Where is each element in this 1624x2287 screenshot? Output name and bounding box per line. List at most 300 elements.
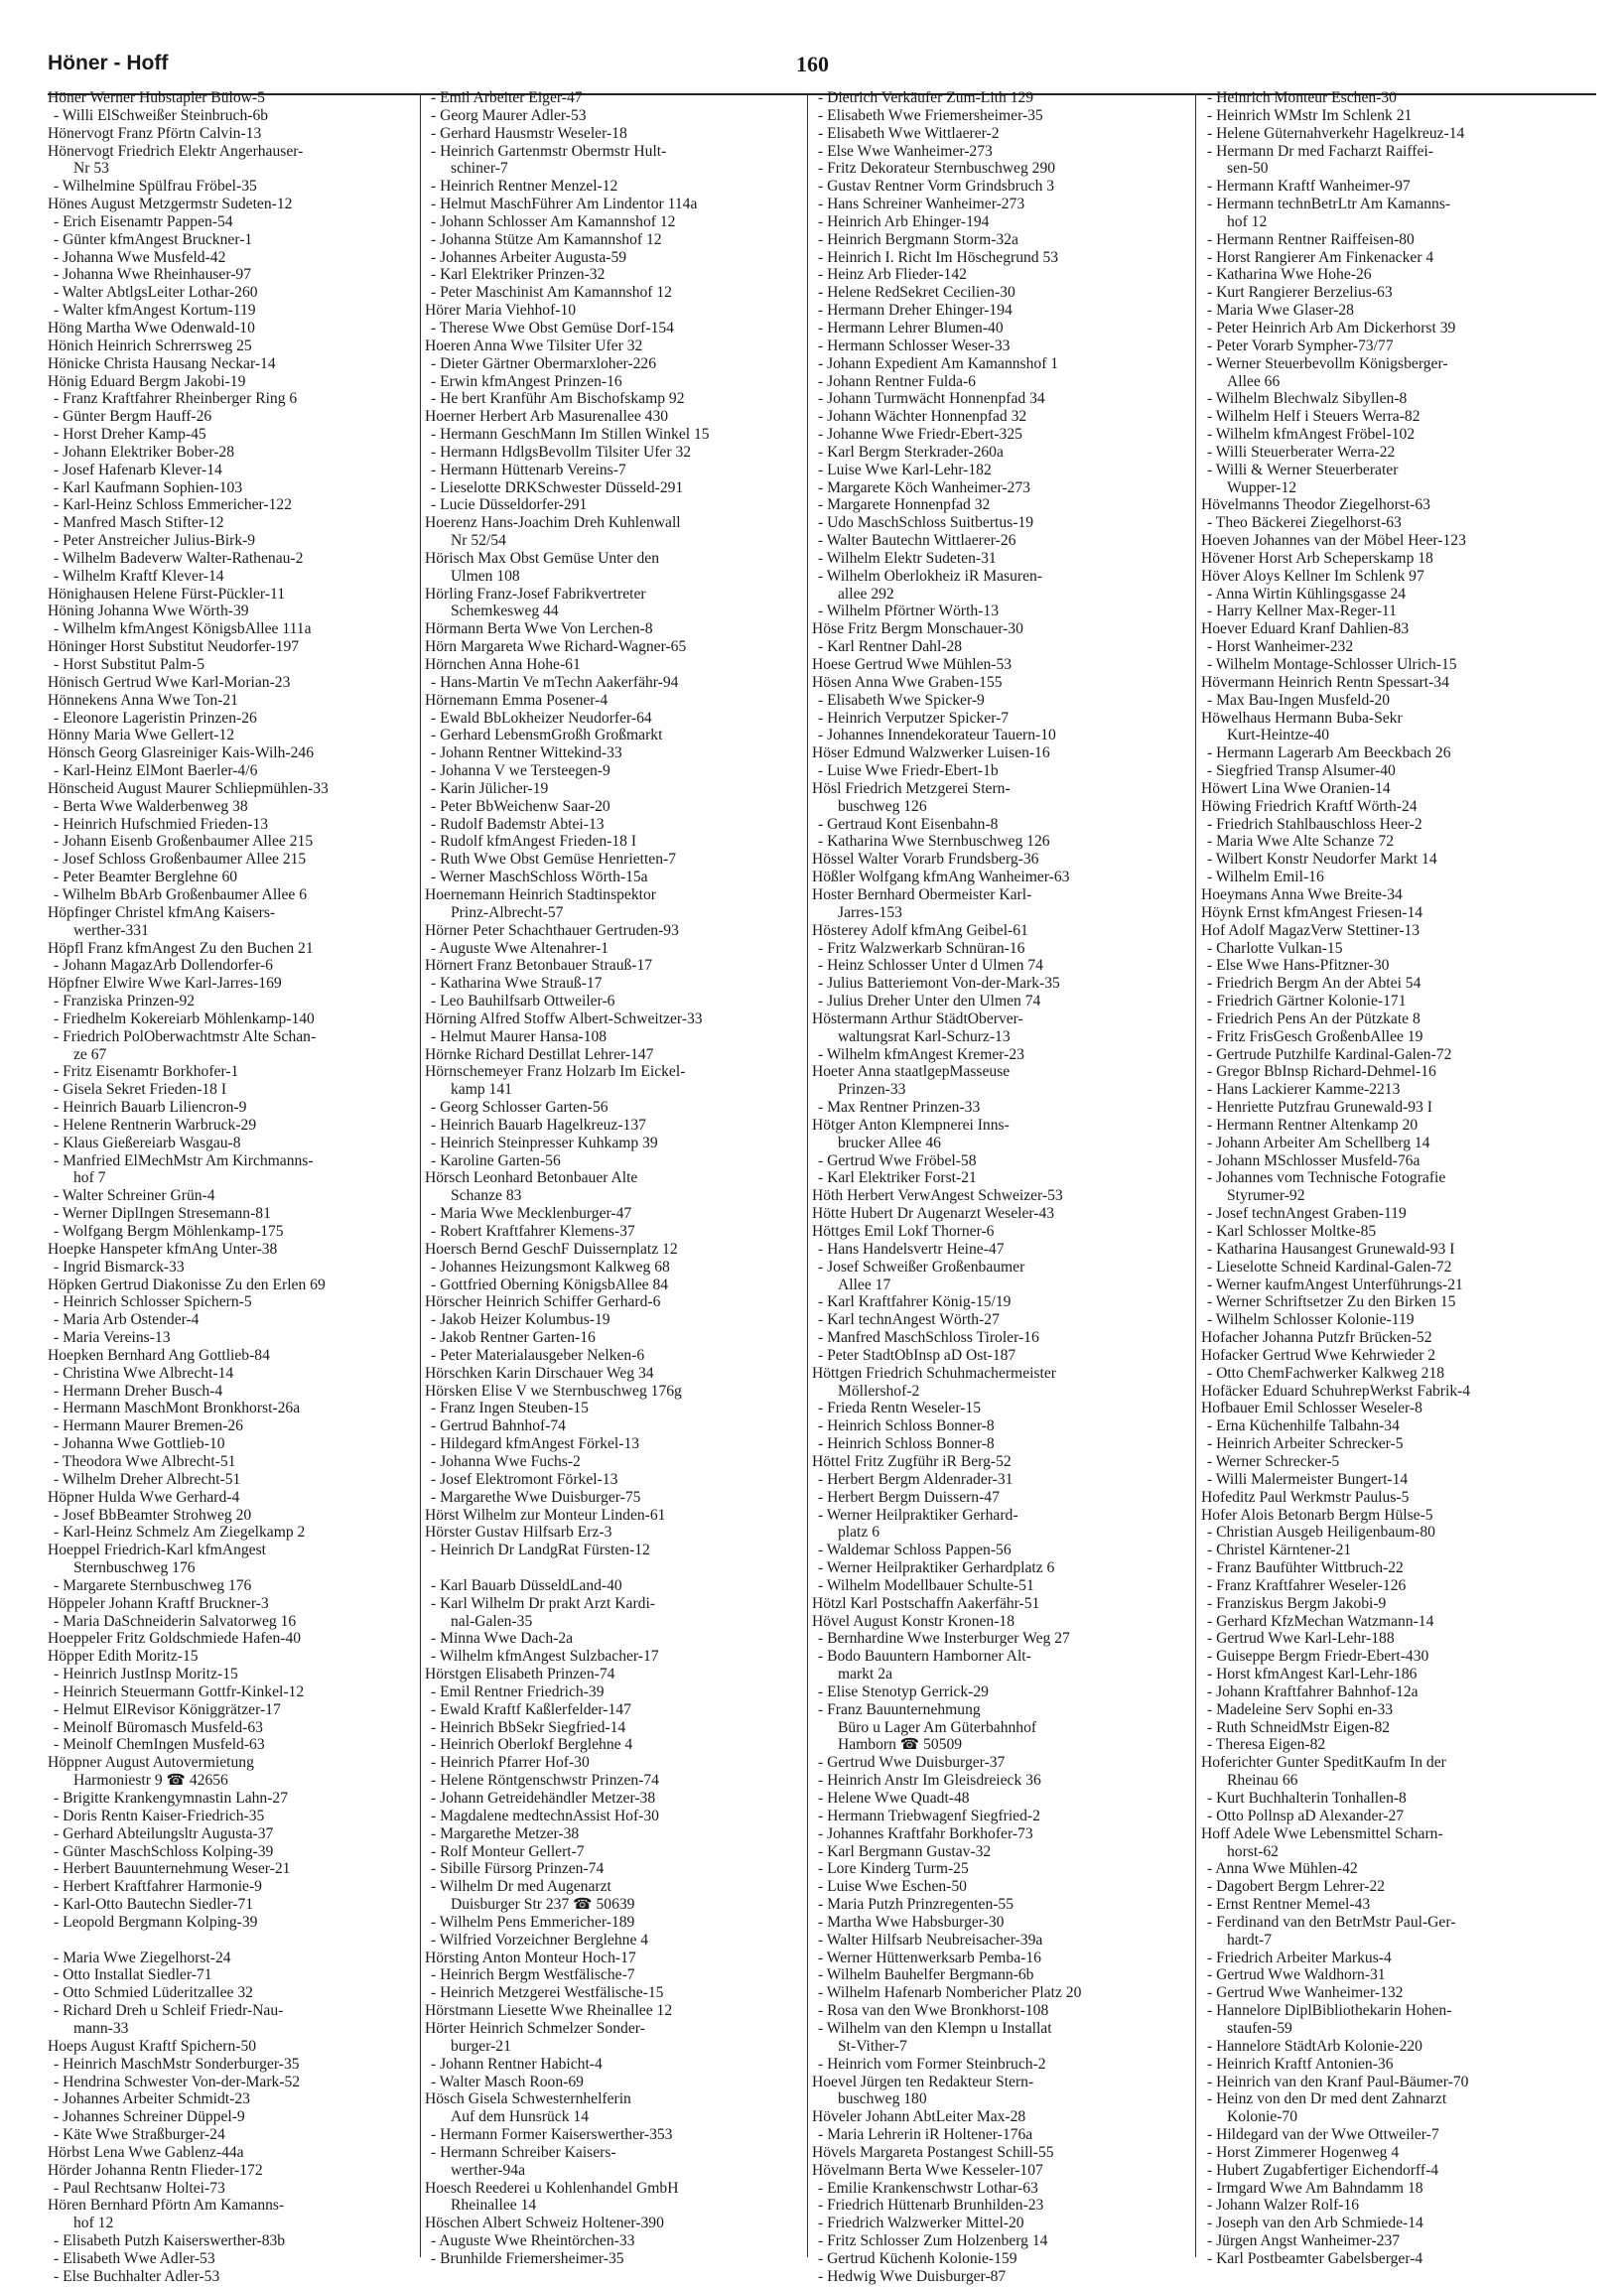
directory-entry: - Herbert Kraftfahrer Harmonie-9 bbox=[54, 1878, 262, 1896]
directory-entry: - Meinolf ChemIngen Musfeld-63 bbox=[54, 1736, 265, 1754]
directory-entry: - Max Rentner Prinzen-33 bbox=[818, 1099, 981, 1117]
directory-entry: - Franz Bauunternehmung bbox=[818, 1700, 981, 1718]
directory-entry: - Friedrich Arbeiter Markus-4 bbox=[1207, 1949, 1392, 1966]
directory-entry: Hörnert Franz Betonbauer Strauß-17 bbox=[425, 957, 653, 975]
directory-entry: - Johanna V we Tersteegen-9 bbox=[431, 762, 610, 780]
directory-entry: Höpken Gertrud Diakonisse Zu den Erlen 69 bbox=[48, 1276, 326, 1293]
directory-entry: Hoepken Bernhard Ang Gottlieb-84 bbox=[48, 1346, 270, 1364]
directory-entry: Höninger Horst Substitut Neudorfer-197 bbox=[48, 638, 300, 656]
directory-entry: - Werner Schriftsetzer Zu den Birken 15 bbox=[1207, 1293, 1456, 1311]
column-divider bbox=[807, 93, 808, 2257]
directory-entry: - Heinrich Bauarb Hagelkreuz-137 bbox=[431, 1116, 646, 1134]
directory-entry: Nr 52/54 bbox=[451, 532, 506, 550]
directory-entry: - Leopold Bergmann Kolping-39 bbox=[54, 1913, 258, 1931]
directory-entry: - Ernst Rentner Memel-43 bbox=[1207, 1896, 1371, 1914]
directory-entry: - Karl Bergm Sterkrader-260a bbox=[818, 443, 1004, 461]
directory-entry: - Luise Wwe Karl-Lehr-182 bbox=[818, 461, 992, 478]
directory-entry: - Peter Heinrich Arb Am Dickerhorst 39 bbox=[1207, 319, 1456, 336]
directory-entry: - Gertrud Wwe Duisburger-37 bbox=[818, 1754, 1006, 1772]
directory-entry: Büro u Lager Am Güterbahnhof bbox=[838, 1718, 1037, 1736]
directory-entry: Hönscheid August Maurer Schliepmühlen-33 bbox=[48, 779, 329, 797]
column-3 bbox=[812, 89, 1184, 2285]
directory-entry: horst-62 bbox=[1227, 1842, 1279, 1860]
directory-entry: - Heinrich vom Former Steinbruch-2 bbox=[818, 2055, 1046, 2073]
directory-entry: Schemkesweg 44 bbox=[451, 603, 559, 620]
directory-entry: - Otto Installat Siedler-71 bbox=[54, 1966, 212, 1984]
directory-entry: - Johann Kraftfahrer Bahnhof-12a bbox=[1207, 1682, 1419, 1700]
directory-entry: - Günter kfmAngest Bruckner-1 bbox=[54, 230, 253, 248]
directory-entry: Hönnekens Anna Wwe Ton-21 bbox=[48, 691, 238, 709]
directory-entry: - Elisabeth Putzh Kaiserswerther-83b bbox=[54, 2232, 286, 2250]
directory-entry: - Minna Wwe Dach-2a bbox=[431, 1630, 574, 1648]
directory-entry: Rheinau 66 bbox=[1227, 1772, 1298, 1790]
directory-entry: - Maria Putzh Prinzregenten-55 bbox=[818, 1896, 1015, 1914]
directory-entry: Hörmann Berta Wwe Von Lerchen-8 bbox=[425, 620, 653, 638]
directory-entry: - Margarete Honnenpfad 32 bbox=[818, 496, 991, 514]
directory-entry: - Heinz von den Dr med dent Zahnarzt bbox=[1207, 2090, 1447, 2108]
directory-entry: - Karl-Heinz Schmelz Am Ziegelkamp 2 bbox=[54, 1524, 306, 1542]
directory-entry: - Heinrich JustInsp Moritz-15 bbox=[54, 1666, 238, 1683]
directory-entry: - Ruth Wwe Obst Gemüse Henrietten-7 bbox=[431, 851, 676, 869]
directory-entry: Hoersch Bernd GeschF Duissernplatz 12 bbox=[425, 1240, 678, 1258]
directory-entry: - Wilhelm Emil-16 bbox=[1207, 869, 1324, 886]
directory-entry: Höse Fritz Bergm Monschauer-30 bbox=[812, 620, 1023, 638]
directory-entry: - Karl technAngest Wörth-27 bbox=[818, 1311, 1000, 1329]
directory-entry: - Franz Kraftfahrer Weseler-126 bbox=[1207, 1576, 1407, 1594]
directory-entry: - Heinrich Dr LandgRat Fürsten-12 bbox=[431, 1542, 650, 1559]
directory-entry: Hörsken Elise V we Sternbuschweg 176g bbox=[425, 1382, 682, 1400]
directory-entry: Hoeppeler Fritz Goldschmiede Hafen-40 bbox=[48, 1630, 302, 1648]
directory-entry: - Ruth SchneidMstr Eigen-82 bbox=[1207, 1718, 1391, 1736]
directory-entry: - Else Wwe Wanheimer-273 bbox=[818, 142, 993, 160]
directory-entry: - Johann MagazArb Dollendorfer-6 bbox=[54, 957, 273, 975]
directory-entry: - Kurt Buchhalterin Tonhallen-8 bbox=[1207, 1790, 1407, 1807]
directory-entry: - Heinrich Schloss Bonner-8 bbox=[818, 1435, 995, 1453]
directory-entry: - Günter MaschSchloss Kolping-39 bbox=[54, 1842, 274, 1860]
directory-entry: Hofer Alois Betonarb Bergm Hülse-5 bbox=[1201, 1506, 1433, 1524]
directory-entry: - Gertrude Putzhilfe Kardinal-Galen-72 bbox=[1207, 1045, 1452, 1063]
directory-entry: - Margarete Sternbuschweg 176 bbox=[54, 1576, 252, 1594]
directory-entry: - Wilhelm Montage-Schlosser Ulrich-15 bbox=[1207, 656, 1457, 673]
directory-entry: - Walter Hilfsarb Neubreisacher-39a bbox=[818, 1931, 1043, 1949]
directory-entry: - Erwin kfmAngest Prinzen-16 bbox=[431, 372, 622, 390]
directory-entry: - Helene Wwe Quadt-48 bbox=[818, 1790, 970, 1807]
directory-entry: - Gustav Rentner Vorm Grindsbruch 3 bbox=[818, 178, 1055, 196]
directory-entry: - Peter Anstreicher Julius-Birk-9 bbox=[54, 532, 256, 550]
directory-entry: Hofäcker Eduard SchuhrepWerkst Fabrik-4 bbox=[1201, 1382, 1471, 1400]
directory-entry: Höschen Albert Schweiz Holtener-390 bbox=[425, 2215, 664, 2232]
directory-entry: Höppner August Autovermietung bbox=[48, 1754, 254, 1772]
directory-entry: Hoeppel Friedrich-Karl kfmAngest bbox=[48, 1542, 266, 1559]
directory-entry: Hoeymans Anna Wwe Breite-34 bbox=[1201, 885, 1403, 903]
directory-entry: - Werner Heilpraktiker Gerhardplatz 6 bbox=[818, 1559, 1055, 1577]
directory-entry: - Wilhelm Schlosser Kolonie-119 bbox=[1207, 1311, 1415, 1329]
directory-entry: - Werner Heilpraktiker Gerhard- bbox=[818, 1506, 1018, 1524]
directory-entry: - Helmut Maurer Hansa-108 bbox=[431, 1027, 608, 1045]
directory-entry: - Maria DaSchneiderin Salvatorweg 16 bbox=[54, 1612, 297, 1630]
directory-entry: - Johannes Schreiner Düppel-9 bbox=[54, 2108, 245, 2126]
directory-entry: - Christina Wwe Albrecht-14 bbox=[54, 1364, 234, 1382]
directory-entry: - Helene Güternahverkehr Hagelkreuz-14 bbox=[1207, 124, 1465, 142]
directory-entry: - Heinrich van den Kranf Paul-Bäumer-70 bbox=[1207, 2073, 1469, 2090]
directory-entry: - Karl Bauarb DüsseldLand-40 bbox=[431, 1576, 622, 1594]
directory-entry: - Jakob Heizer Kolumbus-19 bbox=[431, 1311, 610, 1329]
directory-entry: Hoeps August Kraftf Spichern-50 bbox=[48, 2037, 257, 2055]
directory-entry: hof 12 bbox=[73, 2215, 114, 2232]
directory-entry: Hofeditz Paul Werkmstr Paulus-5 bbox=[1201, 1488, 1410, 1506]
directory-entry: - Wilhelm BbArb Großenbaumer Allee 6 bbox=[54, 885, 308, 903]
directory-entry: - Wilbert Konstr Neudorfer Markt 14 bbox=[1207, 851, 1437, 869]
column-1 bbox=[48, 89, 420, 2285]
directory-entry: - Hubert Zugabfertiger Eichendorff-4 bbox=[1207, 2161, 1439, 2179]
directory-entry: - Johannes vom Technische Fotografie bbox=[1207, 1169, 1446, 1187]
directory-entry: - Karl Wilhelm Dr prakt Arzt Kardi- bbox=[431, 1594, 655, 1612]
directory-entry: Höwelhaus Hermann Buba-Sekr bbox=[1201, 709, 1403, 727]
directory-entry: - Friedrich Stahlbauschloss Heer-2 bbox=[1207, 815, 1422, 833]
directory-entry: - Elisabeth Wwe Adler-53 bbox=[54, 2249, 215, 2267]
directory-entry: - Josef Elektromont Förkel-13 bbox=[431, 1470, 618, 1488]
directory-entry: - Josef BbBeamter Strohweg 20 bbox=[54, 1506, 252, 1524]
directory-entry: Hoevel Jürgen ten Redakteur Stern- bbox=[812, 2073, 1034, 2090]
directory-entry: Nr 53 bbox=[73, 160, 109, 178]
directory-entry: - Helene Rentnerin Warbruck-29 bbox=[54, 1116, 257, 1134]
directory-entry: Höstermann Arthur StädtOberver- bbox=[812, 1009, 1023, 1027]
column-divider bbox=[420, 93, 421, 2257]
directory-entry: - Doris Rentn Kaiser-Friedrich-35 bbox=[54, 1807, 265, 1824]
directory-entry: nal-Galen-35 bbox=[451, 1612, 533, 1630]
directory-entry: Hörschken Karin Dirschauer Weg 34 bbox=[425, 1364, 654, 1382]
directory-entry: - Johann Schlosser Am Kamannshof 12 bbox=[431, 212, 676, 230]
directory-entry: - Magdalene medtechnAssist Hof-30 bbox=[431, 1807, 659, 1824]
directory-entry: - Friedrich Gärtner Kolonie-171 bbox=[1207, 993, 1407, 1010]
directory-entry: Hönich Heinrich Schrerrsweg 25 bbox=[48, 336, 252, 354]
directory-entry: Höpfl Franz kfmAngest Zu den Buchen 21 bbox=[48, 939, 314, 957]
page-number: 160 bbox=[796, 52, 829, 76]
directory-entry: - Gerhard Hausmstr Weseler-18 bbox=[431, 124, 627, 142]
directory-entry: - Johann Wächter Honnenpfad 32 bbox=[818, 408, 1027, 426]
directory-entry: Möllershof-2 bbox=[838, 1382, 920, 1400]
directory-entry: - Brunhilde Friemersheimer-35 bbox=[431, 2249, 624, 2267]
directory-entry: - Johanna Wwe Gottlieb-10 bbox=[54, 1435, 225, 1453]
directory-entry: Harmoniestr 9 ☎ 42656 bbox=[73, 1772, 228, 1790]
directory-entry: - Werner Hüttenwerksarb Pemba-16 bbox=[818, 1949, 1041, 1966]
directory-entry: - Werner Steuerbevollm Königsberger- bbox=[1207, 354, 1448, 372]
directory-entry: - Katharina Hausangest Grunewald-93 I bbox=[1207, 1240, 1455, 1258]
directory-entry: - Udo MaschSchloss Suitbertus-19 bbox=[818, 514, 1034, 532]
directory-entry: Hörn Margareta Wwe Richard-Wagner-65 bbox=[425, 638, 687, 656]
directory-entry: Hötte Hubert Dr Augenarzt Weseler-43 bbox=[812, 1205, 1055, 1223]
directory-entry: - Christel Kärntener-21 bbox=[1207, 1542, 1352, 1559]
directory-entry: - Hermann Lehrer Blumen-40 bbox=[818, 319, 1004, 336]
directory-entry: - Johannes Innendekorateur Tauern-10 bbox=[818, 727, 1056, 744]
directory-entry: Hörscher Heinrich Schiffer Gerhard-6 bbox=[425, 1293, 661, 1311]
directory-entry: - Waldemar Schloss Pappen-56 bbox=[818, 1542, 1012, 1559]
directory-entry: Hönig Eduard Bergm Jakobi-19 bbox=[48, 372, 246, 390]
directory-entry: - Rosa van den Wwe Bronkhorst-108 bbox=[818, 2002, 1049, 2020]
directory-entry: - Wilhelmine Spülfrau Fröbel-35 bbox=[54, 178, 257, 196]
directory-entry: Hoeter Anna staatlgepMasseuse bbox=[812, 1063, 1011, 1081]
directory-entry: - Gertraud Kont Eisenbahn-8 bbox=[818, 815, 999, 833]
directory-entry: - Hermann Triebwagenf Siegfried-2 bbox=[818, 1807, 1040, 1824]
directory-entry: - Erich Eisenamtr Pappen-54 bbox=[54, 212, 233, 230]
directory-entry: - Gottfried Oberning KönigsbAllee 84 bbox=[431, 1276, 669, 1293]
directory-entry: - Johannes Heizungsmont Kalkweg 68 bbox=[431, 1258, 670, 1276]
directory-entry: ze 67 bbox=[73, 1045, 107, 1063]
directory-entry: - Franz Baufühter Wittbruch-22 bbox=[1207, 1559, 1404, 1577]
directory-entry: - Hannelore DiplBibliothekarin Hohen- bbox=[1207, 2002, 1452, 2020]
directory-entry: - Werner DiplIngen Stresemann-81 bbox=[54, 1205, 271, 1223]
directory-entry: - Ewald Kraftf Kaßlerfelder-147 bbox=[431, 1700, 631, 1718]
running-head: Höner - Hoff bbox=[48, 52, 169, 74]
directory-entry: markt 2a bbox=[838, 1666, 892, 1683]
directory-entry: - Auguste Wwe Altenahrer-1 bbox=[431, 939, 609, 957]
directory-entry: Hörling Franz-Josef Fabrikvertreter bbox=[425, 585, 646, 603]
directory-entry: - Franziska Prinzen-92 bbox=[54, 993, 196, 1010]
directory-entry: - Karl-Heinz ElMont Baerler-4/6 bbox=[54, 762, 258, 780]
directory-entry: werther-331 bbox=[73, 921, 149, 939]
directory-entry: - Wilhelm van den Klempn u Installat bbox=[818, 2019, 1052, 2037]
directory-entry: Hönervogt Friedrich Elektr Angerhauser- bbox=[48, 142, 304, 160]
directory-entry: - Helmut ElRevisor Königgrätzer-17 bbox=[54, 1700, 281, 1718]
directory-entry: - Elisabeth Wwe Spicker-9 bbox=[818, 691, 985, 709]
directory-entry: waltungsrat Karl-Schurz-13 bbox=[838, 1027, 1011, 1045]
directory-entry: sen-50 bbox=[1227, 160, 1269, 178]
directory-entry: - Franz Kraftfahrer Rheinberger Ring 6 bbox=[54, 390, 298, 408]
directory-entry: Höwing Friedrich Kraftf Wörth-24 bbox=[1201, 797, 1418, 815]
directory-entry: Ulmen 108 bbox=[451, 567, 520, 585]
directory-entry: - Maria Lehrerin iR Holtener-176a bbox=[818, 2126, 1033, 2144]
directory-entry: - Maria Wwe Mecklenburger-47 bbox=[431, 1205, 632, 1223]
directory-entry: - Karoline Garten-56 bbox=[431, 1151, 561, 1169]
directory-entry: - Johann MSchlosser Musfeld-76a bbox=[1207, 1151, 1421, 1169]
directory-entry: - Johann Turmwächt Honnenpfad 34 bbox=[818, 390, 1045, 408]
directory-entry: - Johann Arbeiter Am Schellberg 14 bbox=[1207, 1134, 1430, 1151]
directory-page bbox=[48, 40, 1596, 2285]
directory-entry: Hösl Friedrich Metzgerei Stern- bbox=[812, 779, 1011, 797]
directory-entry: - Joseph van den Arb Schmiede-14 bbox=[1207, 2215, 1423, 2232]
directory-entry: - Josef Hafenarb Klever-14 bbox=[54, 461, 222, 478]
directory-entry: - Willi Steuerberater Werra-22 bbox=[1207, 443, 1396, 461]
directory-entry: - Johannes Arbeiter Augusta-59 bbox=[431, 248, 627, 266]
directory-entry: - Wilhelm kfmAngest Sulzbacher-17 bbox=[431, 1648, 659, 1666]
directory-entry: - Heinrich Gartenmstr Obermstr Hult- bbox=[431, 142, 667, 160]
directory-entry: - Helene RedSekret Cecilien-30 bbox=[818, 284, 1015, 302]
directory-entry: - Wilhelm Modellbauer Schulte-51 bbox=[818, 1576, 1034, 1594]
directory-entry: Hövelmann Berta Wwe Kesseler-107 bbox=[812, 2161, 1043, 2179]
directory-entry: Hofacher Johanna Putzfr Brücken-52 bbox=[1201, 1329, 1432, 1347]
directory-entry: - Walter Schreiner Grün-4 bbox=[54, 1187, 215, 1205]
directory-entry: - Friedrich Pens An der Pützkate 8 bbox=[1207, 1009, 1421, 1027]
directory-entry: Kolonie-70 bbox=[1227, 2108, 1298, 2126]
directory-entry: - Emilie Krankenschwstr Lothar-63 bbox=[818, 2179, 1038, 2197]
directory-entry: - Elisabeth Wwe Wittlaerer-2 bbox=[818, 124, 1000, 142]
directory-entry: - Werner MaschSchloss Wörth-15a bbox=[431, 869, 648, 886]
directory-entry: - Karin Jülicher-19 bbox=[431, 779, 549, 797]
directory-entry: - Theodora Wwe Albrecht-51 bbox=[54, 1452, 236, 1470]
directory-entry: Hörsting Anton Monteur Hoch-17 bbox=[425, 1949, 636, 1966]
directory-entry: - Meinolf Büromasch Musfeld-63 bbox=[54, 1718, 263, 1736]
directory-entry: - Jakob Rentner Garten-16 bbox=[431, 1329, 596, 1347]
directory-entry: - Gerhard LebensmGroßh Großmarkt bbox=[431, 727, 663, 744]
directory-entry: - Horst Zimmerer Hogenweg 4 bbox=[1207, 2143, 1400, 2161]
directory-entry: - Dagobert Bergm Lehrer-22 bbox=[1207, 1878, 1386, 1896]
directory-entry: burger-21 bbox=[451, 2037, 511, 2055]
directory-entry: - Fritz Eisenamtr Borkhofer-1 bbox=[54, 1063, 239, 1081]
directory-entry: - Heinrich Bergmann Storm-32a bbox=[818, 230, 1018, 248]
directory-entry: Hönicke Christa Hausang Neckar-14 bbox=[48, 354, 276, 372]
directory-entry: Höning Johanna Wwe Wörth-39 bbox=[48, 603, 249, 620]
directory-entry: Hofacker Gertrud Wwe Kehrwieder 2 bbox=[1201, 1346, 1436, 1364]
directory-entry: - Henriette Putzfrau Grunewald-93 I bbox=[1207, 1099, 1432, 1117]
directory-entry: Hörisch Max Obst Gemüse Unter den bbox=[425, 549, 660, 567]
directory-entry: - Otto ChemFachwerker Kalkweg 218 bbox=[1207, 1364, 1445, 1382]
directory-entry: Hoster Bernhard Obermeister Karl- bbox=[812, 885, 1032, 903]
directory-entry: Höser Edmund Walzwerker Luisen-16 bbox=[812, 744, 1050, 762]
directory-entry: - Johann Rentner Wittekind-33 bbox=[431, 744, 622, 762]
directory-entry: - Johannes Kraftfahr Borkhofer-73 bbox=[818, 1824, 1033, 1842]
directory-entry: - Helmut MaschFührer Am Lindentor 114a bbox=[431, 196, 698, 213]
directory-entry: Auf dem Hunsrück 14 bbox=[451, 2108, 590, 2126]
directory-entry: - Heinrich Bauarb Liliencron-9 bbox=[54, 1099, 247, 1117]
directory-entry: Höpner Hulda Wwe Gerhard-4 bbox=[48, 1488, 240, 1506]
directory-entry: - Heinrich MaschMstr Sonderburger-35 bbox=[54, 2055, 300, 2073]
directory-entry: - Karl Elektriker Prinzen-32 bbox=[431, 266, 606, 284]
directory-entry: - Heinrich Schloss Bonner-8 bbox=[818, 1417, 995, 1435]
directory-entry: - Fritz FrisGesch GroßenbAllee 19 bbox=[1207, 1027, 1423, 1045]
directory-entry: - Katharina Wwe Hohe-26 bbox=[1207, 266, 1372, 284]
directory-entry: Höwert Lina Wwe Oranien-14 bbox=[1201, 779, 1391, 797]
directory-entry: - Siegfried Transp Alsumer-40 bbox=[1207, 762, 1396, 780]
directory-entry: Prinzen-33 bbox=[838, 1081, 906, 1099]
directory-entry: - Hermann GeschMann Im Stillen Winkel 15 bbox=[431, 426, 710, 444]
directory-entry: - Maria Wwe Glaser-28 bbox=[1207, 302, 1354, 320]
directory-entry: - Heinrich Steinpresser Kuhkamp 39 bbox=[431, 1134, 658, 1151]
directory-entry bbox=[425, 1559, 797, 1577]
directory-entry: - Ingrid Bismarck-33 bbox=[54, 1258, 185, 1276]
directory-entry: - Margarethe Metzer-38 bbox=[431, 1824, 580, 1842]
directory-entry: hof 7 bbox=[73, 1169, 106, 1187]
directory-entry: Hoepke Hanspeter kfmAng Unter-38 bbox=[48, 1240, 278, 1258]
directory-entry: - Eleonore Lageristin Prinzen-26 bbox=[54, 709, 257, 727]
directory-entry: - Willi Malermeister Bungert-14 bbox=[1207, 1470, 1409, 1488]
directory-entry: Hof Adolf MagazVerw Stettiner-13 bbox=[1201, 921, 1421, 939]
directory-entry: - Hermann Hüttenarb Vereins-7 bbox=[431, 461, 626, 478]
directory-entry: Hörder Johanna Rentn Flieder-172 bbox=[48, 2161, 263, 2179]
directory-entry: - Theresa Eigen-82 bbox=[1207, 1736, 1326, 1754]
directory-entry: Hoeven Johannes van der Möbel Heer-123 bbox=[1201, 532, 1466, 550]
directory-entry: Allee 17 bbox=[838, 1276, 891, 1293]
directory-entry: - Otto Schmied Lüderitzallee 32 bbox=[54, 1984, 253, 2002]
directory-entry: - Wilhelm Oberlokheiz iR Masuren- bbox=[818, 567, 1043, 585]
directory-entry: platz 6 bbox=[838, 1524, 880, 1542]
directory-entry: - Hans Lackierer Kamme-2213 bbox=[1207, 1081, 1401, 1099]
directory-entry: - Peter Materialausgeber Nelken-6 bbox=[431, 1346, 645, 1364]
directory-entry: - Bernhardine Wwe Insterburger Weg 27 bbox=[818, 1630, 1070, 1648]
directory-entry: buschweg 180 bbox=[838, 2090, 927, 2108]
directory-entry: - Johanna Wwe Musfeld-42 bbox=[54, 248, 226, 266]
directory-entry: Hönsch Georg Glasreiniger Kais-Wilh-246 bbox=[48, 744, 315, 762]
directory-entry bbox=[48, 1932, 420, 1950]
directory-entry: Rheinallee 14 bbox=[451, 2197, 537, 2215]
directory-entry: - Luise Wwe Eschen-50 bbox=[818, 1878, 967, 1896]
directory-entry: - Robert Kraftfahrer Klemens-37 bbox=[431, 1223, 635, 1240]
directory-entry: - Wilhelm Hafenarb Nombericher Platz 20 bbox=[818, 1984, 1082, 2002]
directory-entry: Hörster Gustav Hilfsarb Erz-3 bbox=[425, 1524, 612, 1542]
directory-entry: - Wilhelm kfmAngest Kremer-23 bbox=[818, 1045, 1024, 1063]
directory-entry: - Maria Arb Ostender-4 bbox=[54, 1311, 200, 1329]
directory-entry: - Anna Wirtin Kühlingsgasse 24 bbox=[1207, 585, 1407, 603]
directory-entry: Hören Bernhard Pförtn Am Kamanns- bbox=[48, 2197, 285, 2215]
directory-entry: - Johann Eisenb Großenbaumer Allee 215 bbox=[54, 833, 314, 851]
directory-entry: - Gertrud Wwe Fröbel-58 bbox=[818, 1151, 977, 1169]
directory-entry: - Heinrich Arbeiter Schrecker-5 bbox=[1207, 1435, 1404, 1453]
directory-entry: hardt-7 bbox=[1227, 1931, 1273, 1949]
directory-entry: - Rolf Monteur Gellert-7 bbox=[431, 1842, 585, 1860]
directory-entry: Hörsch Leonhard Betonbauer Alte bbox=[425, 1169, 638, 1187]
directory-entry: - Wilhelm Badeverw Walter-Rathenau-2 bbox=[54, 549, 304, 567]
directory-entry: Hötzl Karl Postschaffn Aakerfähr-51 bbox=[812, 1594, 1040, 1612]
directory-entry: - Fritz Walzwerkarb Schnüran-16 bbox=[818, 939, 1025, 957]
directory-entry: Hörnke Richard Destillat Lehrer-147 bbox=[425, 1045, 654, 1063]
directory-entry: Hörner Peter Schachthauer Gertruden-93 bbox=[425, 921, 679, 939]
directory-entry: - Johann Elektriker Bober-28 bbox=[54, 443, 234, 461]
directory-entry: - Ferdinand van den BetrMstr Paul-Ger- bbox=[1207, 1913, 1456, 1931]
directory-entry: Hörstgen Elisabeth Prinzen-74 bbox=[425, 1666, 615, 1683]
directory-entry: - Brigitte Krankengymnastin Lahn-27 bbox=[54, 1790, 289, 1807]
directory-entry: - Lucie Düsseldorfer-291 bbox=[431, 496, 588, 514]
directory-entry: - Maria Wwe Alte Schanze 72 bbox=[1207, 833, 1395, 851]
directory-entry: - Gertrud Bahnhof-74 bbox=[431, 1417, 566, 1435]
directory-entry: Hörnschemeyer Franz Holzarb Im Eickel- bbox=[425, 1063, 686, 1081]
directory-entry: - Friedhelm Kokereiarb Möhlenkamp-140 bbox=[54, 1009, 315, 1027]
directory-entry: Höpfner Elwire Wwe Karl-Jarres-169 bbox=[48, 975, 282, 993]
directory-entry: - Rudolf kfmAngest Frieden-18 I bbox=[431, 833, 637, 851]
directory-entry: - Emil Arbeiter Eiger-47 bbox=[431, 89, 583, 106]
directory-entry: - Manfred Masch Stifter-12 bbox=[54, 514, 224, 532]
directory-entry: - Fritz Dekorateur Sternbuschweg 290 bbox=[818, 160, 1056, 178]
directory-entry: Hörbst Lena Wwe Gablenz-44a bbox=[48, 2143, 244, 2161]
directory-entry: Hörstmann Liesette Wwe Rheinallee 12 bbox=[425, 2002, 673, 2020]
directory-entry: staufen-59 bbox=[1227, 2019, 1292, 2037]
directory-entry: Hörter Heinrich Schmelzer Sonder- bbox=[425, 2019, 645, 2037]
directory-entry: - Heinrich I. Richt Im Höschegrund 53 bbox=[818, 248, 1059, 266]
directory-entry: - Werner kaufmAngest Unterführungs-21 bbox=[1207, 1276, 1463, 1293]
directory-entry: - Günter Bergm Hauff-26 bbox=[54, 408, 212, 426]
directory-entry: - Walter kfmAngest Kortum-119 bbox=[54, 302, 256, 320]
directory-entry: Hönighausen Helene Fürst-Pückler-11 bbox=[48, 585, 286, 603]
directory-entry: hof 12 bbox=[1227, 212, 1268, 230]
directory-entry: - Jürgen Angst Wanheimer-237 bbox=[1207, 2232, 1401, 2250]
directory-entry: - Hans-Martin Ve mTechn Aakerfähr-94 bbox=[431, 673, 679, 691]
directory-entry: - Willi ElSchweißer Steinbruch-6b bbox=[54, 106, 269, 124]
directory-entry: - Georg Maurer Adler-53 bbox=[431, 106, 587, 124]
directory-entry: - Katharina Wwe Strauß-17 bbox=[431, 975, 603, 993]
directory-entry: - Charlotte Vulkan-15 bbox=[1207, 939, 1343, 957]
directory-entry: - Hermann MaschMont Bronkhorst-26a bbox=[54, 1400, 301, 1417]
directory-entry: Hößler Wolfgang kfmAng Wanheimer-63 bbox=[812, 869, 1070, 886]
directory-entry: - Leo Bauhilfsarb Ottweiler-6 bbox=[431, 993, 615, 1010]
directory-entry: - Heinz Schlosser Unter d Ulmen 74 bbox=[818, 957, 1043, 975]
directory-entry: mann-33 bbox=[73, 2019, 129, 2037]
directory-entry: Hoernemann Heinrich Stadtinspektor bbox=[425, 885, 656, 903]
directory-entry: - Hermann Rentner Altenkamp 20 bbox=[1207, 1116, 1419, 1134]
directory-entry: - Frieda Rentn Weseler-15 bbox=[818, 1400, 981, 1417]
directory-entry: - Auguste Wwe Rheintörchen-33 bbox=[431, 2232, 635, 2250]
directory-entry: - Gertrud Wwe Waldhorn-31 bbox=[1207, 1966, 1386, 1984]
directory-entry: - Sibille Fürsorg Prinzen-74 bbox=[431, 1860, 605, 1878]
directory-entry: - Hedwig Wwe Duisburger-87 bbox=[818, 2267, 1007, 2285]
directory-entry: - Peter BbWeichenw Saar-20 bbox=[431, 797, 610, 815]
